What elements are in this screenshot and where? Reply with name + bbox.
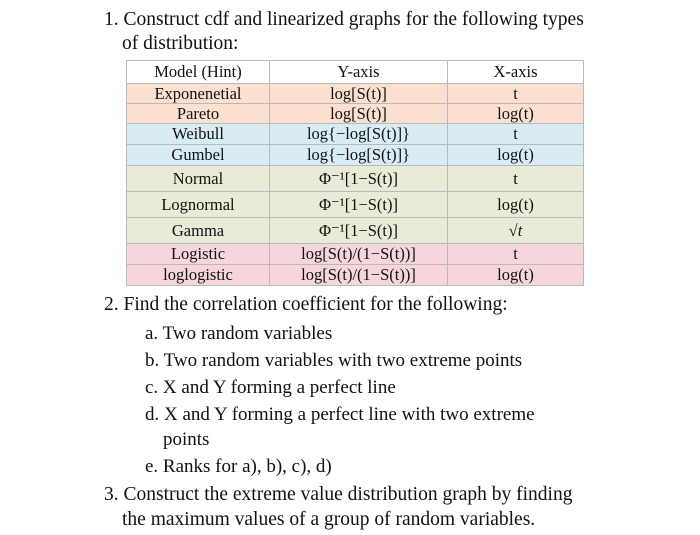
table-row xyxy=(127,104,584,124)
y-axis-cell: Φ⁻¹[1−S(t)] xyxy=(270,192,448,218)
model-cell: Logistic xyxy=(127,244,270,265)
question-2d-line1: d. X and Y forming a perfect line with two extreme xyxy=(145,404,535,425)
question-1 xyxy=(104,8,694,56)
question-3-line1: 3. Construct the extreme value distribution graph by finding xyxy=(104,484,573,505)
header-x-axis: X-axis xyxy=(448,61,584,84)
table-row xyxy=(127,265,584,286)
table-row xyxy=(127,124,584,145)
header-model: Model (Hint) xyxy=(127,61,270,84)
x-axis-cell: t xyxy=(448,84,584,104)
model-cell: Weibull xyxy=(127,124,270,145)
question-2a: a. Two random variables xyxy=(145,323,333,344)
table-row xyxy=(127,192,584,218)
table-row xyxy=(127,145,584,166)
y-axis-cell: log[S(t)] xyxy=(270,104,448,124)
model-cell: Lognormal xyxy=(127,192,270,218)
x-axis-cell: t xyxy=(448,124,584,145)
question-2e: e. Ranks for a), b), c), d) xyxy=(145,456,332,477)
y-axis-cell: log{−log[S(t)]} xyxy=(270,145,448,166)
x-axis-cell: log(t) xyxy=(448,192,584,218)
x-axis-cell: log(t) xyxy=(448,145,584,166)
x-axis-cell: t xyxy=(448,166,584,192)
question-3-line2: the maximum values of a group of random variables. xyxy=(122,509,536,530)
question-1-number: 1. xyxy=(104,9,119,30)
y-axis-cell: log[S(t)/(1−S(t))] xyxy=(270,244,448,265)
model-cell: Normal xyxy=(127,166,270,192)
question-2c: c. X and Y forming a perfect line xyxy=(145,377,396,398)
x-axis-cell: log(t) xyxy=(448,104,584,124)
y-axis-cell: log[S(t)] xyxy=(270,84,448,104)
x-axis-cell: √t xyxy=(448,218,584,244)
model-cell: Pareto xyxy=(127,104,270,124)
x-axis-cell: t xyxy=(448,244,584,265)
table-header-row xyxy=(127,61,584,84)
question-1-line1: Construct cdf and linearized graphs for the following types xyxy=(123,9,584,30)
table-row xyxy=(127,166,584,192)
model-cell: Gamma xyxy=(127,218,270,244)
y-axis-cell: Φ⁻¹[1−S(t)] xyxy=(270,166,448,192)
question-2b: b. Two random variables with two extreme points xyxy=(145,350,523,371)
y-axis-cell: Φ⁻¹[1−S(t)] xyxy=(270,218,448,244)
x-axis-cell: log(t) xyxy=(448,265,584,286)
question-2: 2. Find the correlation coefficient for the following: xyxy=(104,294,508,315)
y-axis-cell: log{−log[S(t)]} xyxy=(270,124,448,145)
model-cell: loglogistic xyxy=(127,265,270,286)
table-row xyxy=(127,218,584,244)
question-1-line2: of distribution: xyxy=(122,33,239,54)
model-cell: Gumbel xyxy=(127,145,270,166)
table-row xyxy=(127,244,584,265)
table-row xyxy=(127,84,584,104)
header-y-axis: Y-axis xyxy=(270,61,448,84)
model-cell: Exponenetial xyxy=(127,84,270,104)
question-2d-line2: points xyxy=(163,429,210,450)
distribution-table xyxy=(126,60,584,286)
y-axis-cell: log[S(t)/(1−S(t))] xyxy=(270,265,448,286)
